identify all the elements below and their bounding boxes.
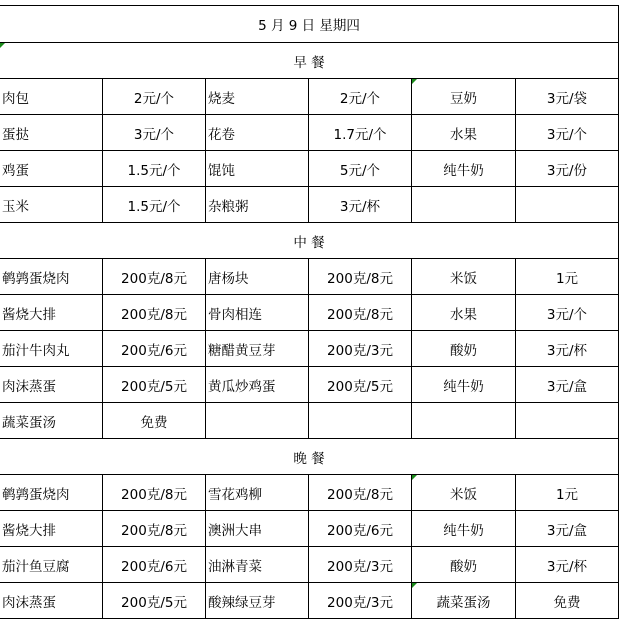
item-name-cell — [206, 115, 309, 151]
table-row — [0, 259, 619, 295]
item-name-cell — [0, 331, 103, 367]
item-name-cell — [0, 403, 103, 439]
table-row — [0, 547, 619, 583]
item-price: 200克/8元 — [327, 270, 393, 287]
item-price: 1.5元/个 — [127, 198, 181, 215]
item-price-cell — [103, 151, 206, 187]
item-name: 米饭 — [450, 270, 477, 287]
item-name-cell — [412, 547, 516, 583]
item-price: 3元/杯 — [546, 558, 588, 575]
item-name-cell — [412, 583, 516, 619]
item-name: 花卷 — [208, 126, 235, 143]
item-price: 200克/3元 — [327, 558, 393, 575]
item-price-cell — [309, 295, 412, 331]
item-name-cell — [0, 295, 103, 331]
table-row — [0, 187, 619, 223]
table-row — [0, 475, 619, 511]
item-price-cell — [309, 151, 412, 187]
item-name-cell — [412, 367, 516, 403]
item-price-cell — [103, 259, 206, 295]
item-name: 馄饨 — [208, 162, 235, 179]
cell-comment-marker — [412, 583, 417, 588]
item-name: 鸡蛋 — [2, 162, 29, 179]
lunch-heading: 中 餐 — [0, 223, 619, 259]
item-price: 200克/8元 — [121, 270, 187, 287]
item-price: 3元/盒 — [546, 522, 588, 539]
item-name: 茄汁牛肉丸 — [2, 342, 70, 359]
item-price-cell — [309, 367, 412, 403]
item-name-cell — [206, 295, 309, 331]
item-name: 烧麦 — [208, 90, 235, 107]
item-price: 1元 — [555, 486, 579, 503]
item-price: 免费 — [140, 414, 168, 431]
item-price: 3元/盒 — [546, 378, 588, 395]
item-name: 水果 — [450, 126, 477, 143]
item-price: 3元/个 — [546, 126, 588, 143]
item-price: 免费 — [553, 594, 581, 611]
item-name: 酸奶 — [450, 342, 477, 359]
dinner-heading-row — [0, 439, 619, 475]
item-name: 茄汁鱼豆腐 — [2, 558, 70, 575]
title-row — [0, 6, 619, 43]
item-name-cell — [412, 187, 516, 223]
item-price: 200克/6元 — [121, 558, 187, 575]
item-name-cell — [206, 511, 309, 547]
item-price: 2元/个 — [133, 90, 175, 107]
item-price-cell — [103, 331, 206, 367]
item-price-cell — [103, 583, 206, 619]
menu-table — [0, 5, 619, 619]
table-row — [0, 79, 619, 115]
item-price: 200克/3元 — [327, 594, 393, 611]
item-price-cell — [516, 79, 619, 115]
item-name: 米饭 — [450, 486, 477, 503]
cell-comment-marker — [412, 79, 417, 84]
item-name-cell — [206, 187, 309, 223]
item-name-cell — [206, 151, 309, 187]
item-price: 200克/8元 — [121, 486, 187, 503]
item-price-cell — [309, 187, 412, 223]
item-price: 200克/3元 — [327, 342, 393, 359]
item-price-cell — [103, 511, 206, 547]
item-price: 200克/8元 — [121, 306, 187, 323]
item-name-cell — [0, 583, 103, 619]
item-name: 蛋挞 — [2, 126, 29, 143]
item-price-cell — [516, 151, 619, 187]
item-price-cell — [309, 403, 412, 439]
item-name: 肉包 — [2, 90, 29, 107]
item-price: 3元/个 — [546, 306, 588, 323]
item-name: 玉米 — [2, 198, 29, 215]
item-price-cell — [103, 115, 206, 151]
item-name: 蔬菜蛋汤 — [2, 414, 56, 431]
item-name-cell — [412, 475, 516, 511]
item-price-cell — [103, 79, 206, 115]
item-price: 200克/8元 — [121, 522, 187, 539]
item-price-cell — [309, 115, 412, 151]
item-name: 纯牛奶 — [443, 522, 484, 539]
item-name-cell — [412, 403, 516, 439]
item-name: 鹌鹑蛋烧肉 — [2, 486, 70, 503]
item-name-cell — [206, 79, 309, 115]
item-price: 200克/5元 — [121, 594, 187, 611]
item-name-cell — [206, 367, 309, 403]
item-price-cell — [516, 259, 619, 295]
item-name: 杂粮粥 — [208, 198, 249, 215]
item-name: 水果 — [450, 306, 477, 323]
menu-date-title: 5 月 9 日 星期四 — [0, 6, 619, 43]
item-price-cell — [103, 187, 206, 223]
item-price: 1.5元/个 — [127, 162, 181, 179]
item-name: 肉沫蒸蛋 — [2, 378, 56, 395]
item-price: 200克/5元 — [327, 378, 393, 395]
item-name: 糖醋黄豆芽 — [208, 342, 276, 359]
item-price-cell — [103, 547, 206, 583]
item-name: 唐杨块 — [208, 270, 249, 287]
lunch-heading-row — [0, 223, 619, 259]
item-name-cell — [0, 367, 103, 403]
item-name: 澳洲大串 — [208, 522, 262, 539]
item-name: 酸奶 — [450, 558, 477, 575]
table-row — [0, 403, 619, 439]
table-row — [0, 295, 619, 331]
cell-comment-marker — [0, 43, 5, 48]
item-name: 鹌鹑蛋烧肉 — [2, 270, 70, 287]
table-row — [0, 583, 619, 619]
table-row — [0, 151, 619, 187]
item-price-cell — [516, 295, 619, 331]
item-price-cell — [516, 115, 619, 151]
item-price-cell — [516, 583, 619, 619]
item-name-cell — [206, 331, 309, 367]
item-price: 200克/8元 — [327, 306, 393, 323]
table-row — [0, 331, 619, 367]
item-price: 200克/5元 — [121, 378, 187, 395]
table-row — [0, 115, 619, 151]
item-name-cell — [0, 511, 103, 547]
item-name-cell — [206, 547, 309, 583]
item-price-cell — [103, 295, 206, 331]
item-name-cell — [206, 259, 309, 295]
item-price: 5元/个 — [339, 162, 381, 179]
item-price: 3元/袋 — [546, 90, 588, 107]
item-price: 3元/个 — [133, 126, 175, 143]
item-price-cell — [309, 583, 412, 619]
breakfast-heading-row — [0, 43, 619, 79]
item-price-cell — [309, 259, 412, 295]
item-price-cell — [309, 331, 412, 367]
item-name: 油淋青菜 — [208, 558, 262, 575]
item-price-cell — [516, 187, 619, 223]
item-name: 豆奶 — [450, 90, 477, 107]
item-name-cell — [206, 475, 309, 511]
table-row — [0, 511, 619, 547]
item-price-cell — [516, 511, 619, 547]
item-name-cell — [412, 331, 516, 367]
item-price-cell — [516, 331, 619, 367]
item-name-cell — [0, 115, 103, 151]
item-name-cell — [412, 151, 516, 187]
item-name-cell — [412, 79, 516, 115]
item-price-cell — [103, 475, 206, 511]
item-name: 酱烧大排 — [2, 522, 56, 539]
item-name: 纯牛奶 — [443, 162, 484, 179]
item-price-cell — [103, 403, 206, 439]
item-name: 肉沫蒸蛋 — [2, 594, 56, 611]
item-price-cell — [309, 79, 412, 115]
item-price: 3元/杯 — [339, 198, 381, 215]
dinner-heading: 晚 餐 — [0, 439, 619, 475]
item-name: 纯牛奶 — [443, 378, 484, 395]
item-name-cell — [412, 115, 516, 151]
item-name-cell — [0, 475, 103, 511]
item-price-cell — [516, 403, 619, 439]
item-price: 2元/个 — [339, 90, 381, 107]
item-name: 蔬菜蛋汤 — [436, 594, 491, 611]
item-price-cell — [516, 367, 619, 403]
item-price-cell — [309, 547, 412, 583]
item-name-cell — [412, 295, 516, 331]
item-name-cell — [0, 79, 103, 115]
item-name-cell — [206, 583, 309, 619]
item-name: 酸辣绿豆芽 — [208, 594, 276, 611]
item-price: 1.7元/个 — [333, 126, 387, 143]
item-name-cell — [412, 511, 516, 547]
item-price: 200克/6元 — [121, 342, 187, 359]
item-price-cell — [516, 475, 619, 511]
item-name-cell — [0, 151, 103, 187]
item-price-cell — [103, 367, 206, 403]
table-row — [0, 367, 619, 403]
item-price: 200克/8元 — [327, 486, 393, 503]
item-price: 1元 — [555, 270, 579, 287]
item-name-cell — [412, 259, 516, 295]
item-price-cell — [309, 475, 412, 511]
item-name-cell — [0, 187, 103, 223]
item-name: 骨肉相连 — [208, 306, 262, 323]
item-name: 雪花鸡柳 — [208, 486, 262, 503]
item-price-cell — [309, 511, 412, 547]
item-name-cell — [206, 403, 309, 439]
item-name: 黄瓜炒鸡蛋 — [208, 378, 276, 395]
item-price: 3元/份 — [546, 162, 588, 179]
item-name: 酱烧大排 — [2, 306, 56, 323]
breakfast-heading: 早 餐 — [0, 43, 619, 79]
item-name-cell — [0, 259, 103, 295]
item-price: 3元/杯 — [546, 342, 588, 359]
item-price: 200克/6元 — [327, 522, 393, 539]
item-name-cell — [0, 547, 103, 583]
item-price-cell — [516, 547, 619, 583]
cell-comment-marker — [412, 475, 417, 480]
